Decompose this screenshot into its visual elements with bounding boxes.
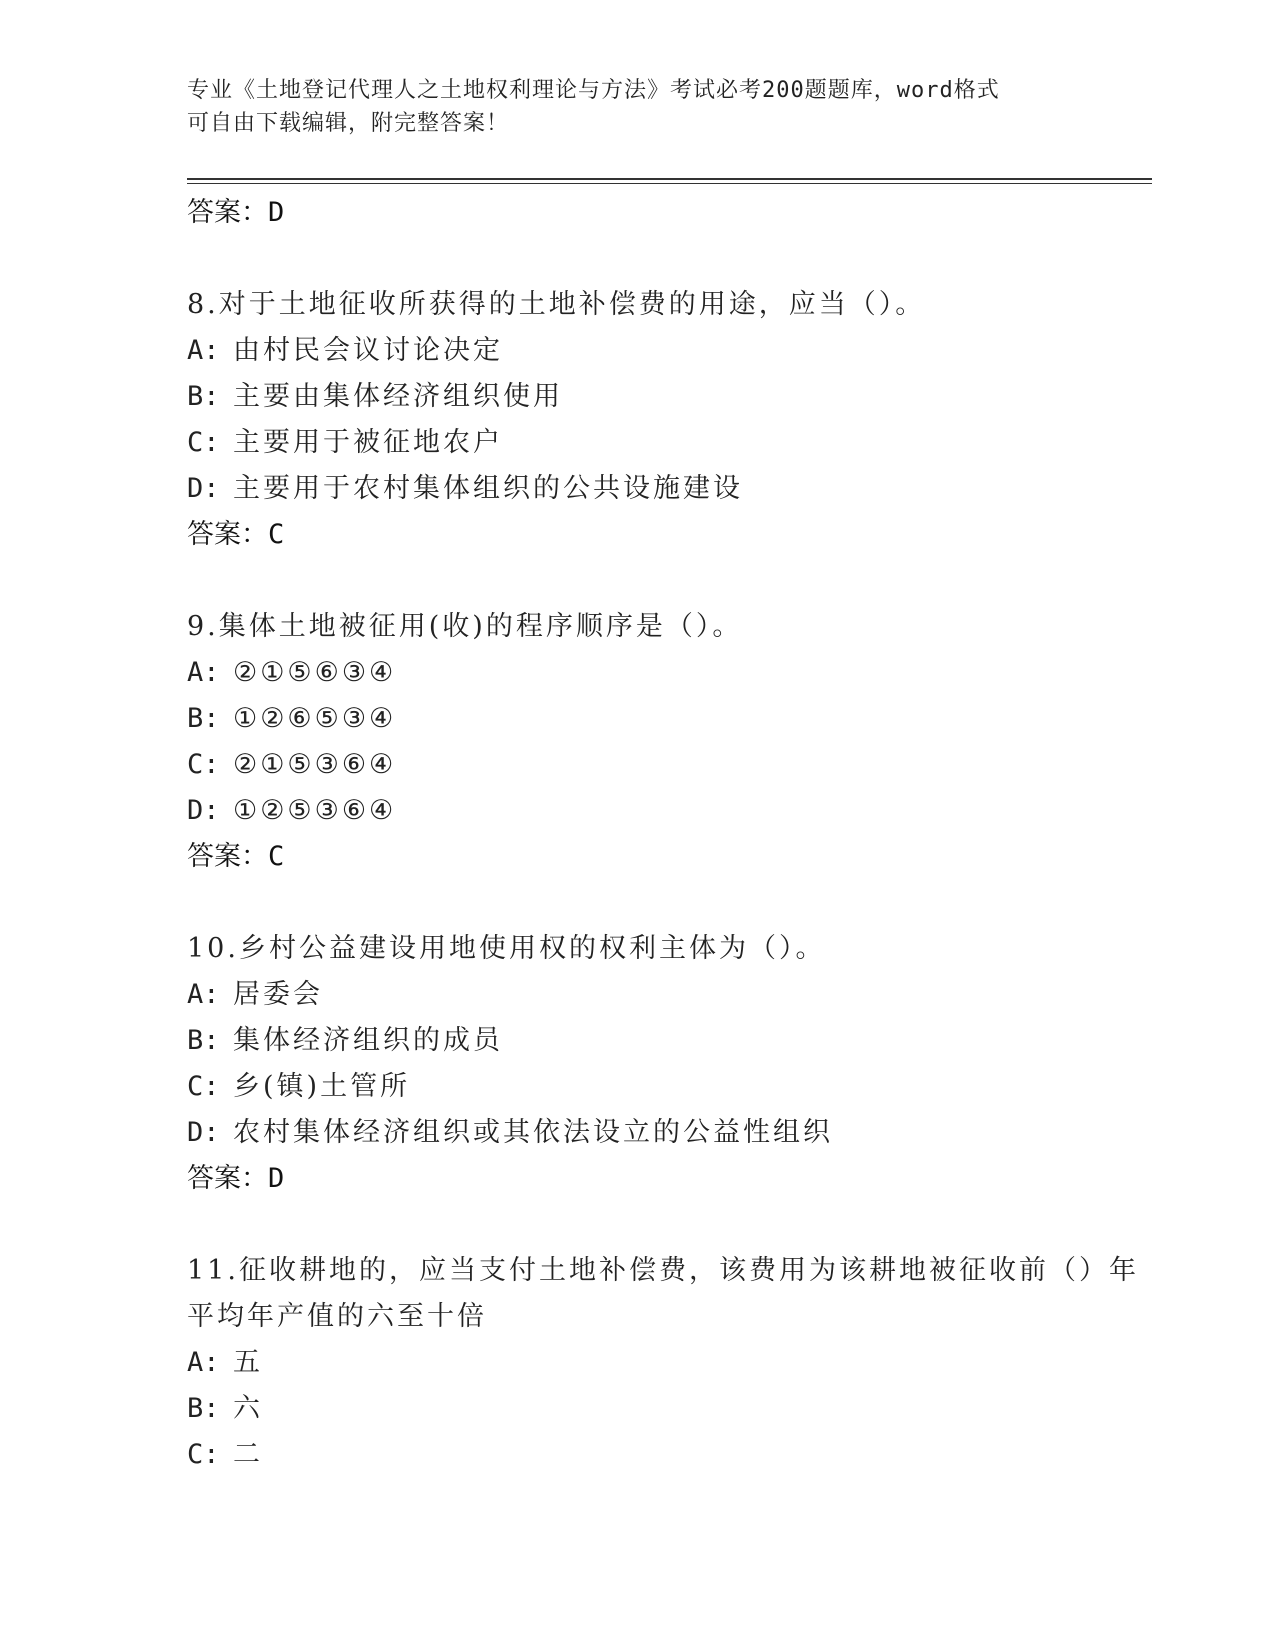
option-a (187, 972, 1152, 1018)
option-a (187, 1340, 1152, 1386)
option-text: 二 (233, 1439, 263, 1470)
option-text: 农村集体经济组织或其依法设立的公益性组织 (233, 1117, 833, 1148)
document-body (187, 190, 1152, 1478)
question-text: 11.征收耕地的，应当支付土地补偿费，该费用为该耕地被征收前（）年平均年产值的六至十倍 (187, 1255, 1139, 1332)
option-c (187, 420, 1152, 466)
option-letter: A: (187, 979, 220, 1010)
option-text: ①②⑥⑤③④ (233, 703, 397, 734)
option-text: ②①⑤⑥③④ (233, 657, 397, 688)
header-line-1: 专业《土地登记代理人之土地权利理论与方法》考试必考200题题库，word格式 (187, 78, 1000, 103)
question-9 (187, 604, 1152, 880)
page-header (187, 74, 1067, 140)
option-text: 乡(镇)土管所 (233, 1071, 411, 1102)
answer-line: 答案：C (187, 841, 285, 872)
question-text: 8.对于土地征收所获得的土地补偿费的用途，应当（）。 (187, 289, 926, 320)
answer-line: 答案：D (187, 1163, 285, 1194)
option-b (187, 374, 1152, 420)
option-b (187, 1386, 1152, 1432)
answer-line: 答案：D (187, 197, 285, 228)
question-8 (187, 282, 1152, 558)
option-c (187, 742, 1152, 788)
option-text: 五 (233, 1347, 263, 1378)
option-text: 由村民会议讨论决定 (233, 335, 503, 366)
option-letter: A: (187, 1347, 220, 1378)
question-10 (187, 926, 1152, 1202)
option-text: ①②⑤③⑥④ (233, 795, 397, 826)
option-d (187, 788, 1152, 834)
option-b (187, 696, 1152, 742)
option-d (187, 466, 1152, 512)
option-letter: B: (187, 703, 220, 734)
option-letter: A: (187, 657, 220, 688)
option-d (187, 1110, 1152, 1156)
option-c (187, 1064, 1152, 1110)
option-letter: C: (187, 427, 220, 458)
question-text: 9.集体土地被征用(收)的程序顺序是（）。 (187, 611, 743, 642)
option-letter: D: (187, 1117, 220, 1148)
question-11 (187, 1248, 1152, 1478)
option-text: 六 (233, 1393, 263, 1424)
option-letter: A: (187, 335, 220, 366)
option-letter: C: (187, 1439, 220, 1470)
option-a (187, 650, 1152, 696)
option-letter: B: (187, 1025, 220, 1056)
answer-line: 答案：C (187, 519, 285, 550)
option-text: 主要用于被征地农户 (233, 427, 503, 458)
header-divider-thin (187, 183, 1152, 184)
option-a (187, 328, 1152, 374)
option-letter: C: (187, 1071, 220, 1102)
option-letter: C: (187, 749, 220, 780)
option-text: 主要用于农村集体组织的公共设施建设 (233, 473, 743, 504)
header-line-2: 可自由下载编辑，附完整答案！ (187, 111, 510, 136)
option-letter: B: (187, 1393, 220, 1424)
option-text: ②①⑤③⑥④ (233, 749, 397, 780)
header-divider-thick (187, 178, 1152, 180)
option-letter: D: (187, 473, 220, 504)
option-letter: B: (187, 381, 220, 412)
option-text: 主要由集体经济组织使用 (233, 381, 563, 412)
option-text: 集体经济组织的成员 (233, 1025, 503, 1056)
option-c (187, 1432, 1152, 1478)
option-text: 居委会 (233, 979, 323, 1010)
option-letter: D: (187, 795, 220, 826)
option-b (187, 1018, 1152, 1064)
question-text: 10.乡村公益建设用地使用权的权利主体为（）。 (187, 933, 826, 964)
